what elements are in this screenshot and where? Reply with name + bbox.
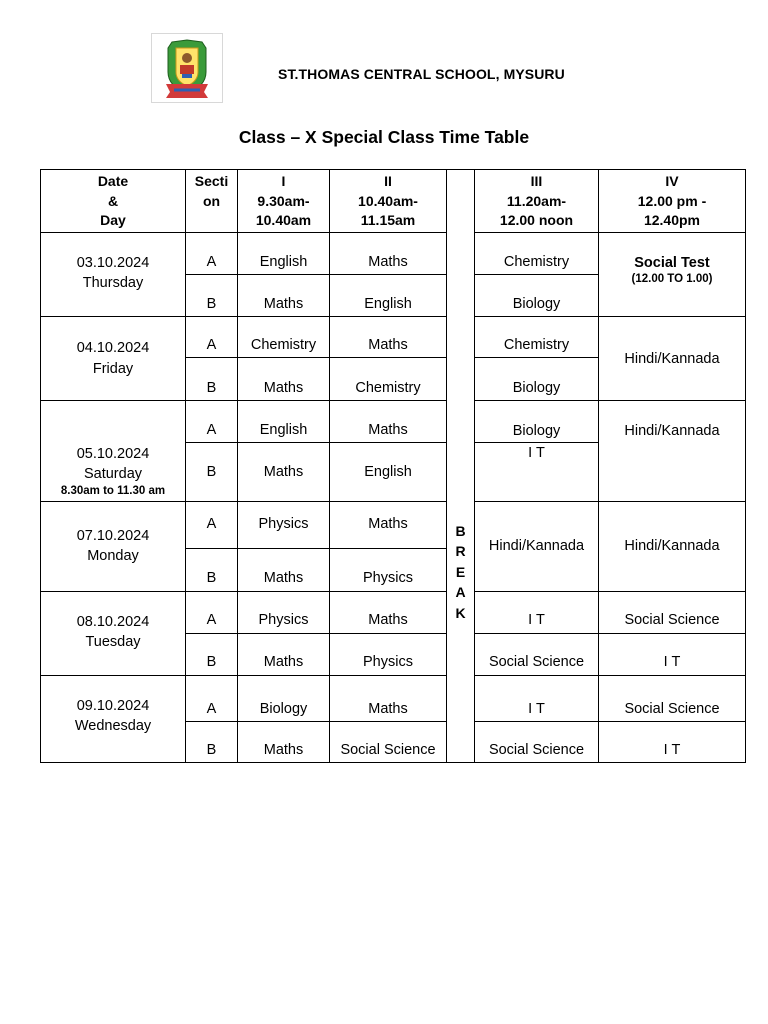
header-section: Secti on	[186, 170, 238, 233]
subject-cell: Chemistry	[475, 233, 599, 275]
subject-cell: Physics	[330, 548, 447, 591]
header-date: Date & Day	[41, 170, 186, 233]
day-cell: 04.10.2024 Friday	[41, 317, 186, 401]
subject-cell: Biology	[475, 275, 599, 317]
subject-cell: Biology	[475, 358, 599, 401]
break-column: B R E A K	[447, 170, 475, 763]
subject-cell: Maths	[330, 233, 447, 275]
section-cell: A	[186, 233, 238, 275]
subject-cell: English	[330, 275, 447, 317]
section-cell: A	[186, 501, 238, 548]
subject-cell: Physics	[330, 633, 447, 675]
subject-cell: Biology	[238, 675, 330, 721]
page-title: Class – X Special Class Time Table	[238, 127, 530, 147]
header-period-4: IV 12.00 pm - 12.40pm	[599, 170, 746, 233]
subject-cell: English	[330, 443, 447, 501]
timetable	[40, 169, 746, 763]
subject-cell: Maths	[238, 721, 330, 762]
header-row	[41, 170, 746, 233]
header-period-1: I 9.30am- 10.40am	[238, 170, 330, 233]
subject-cell: Hindi/Kannada	[599, 501, 746, 591]
table-row	[41, 501, 746, 548]
subject-cell: Hindi/Kannada	[599, 317, 746, 401]
section-cell: A	[186, 401, 238, 443]
subject-cell: Hindi/Kannada	[475, 501, 599, 591]
subject-cell: Social Science	[599, 675, 746, 721]
table-row	[41, 317, 746, 358]
subject-cell: I T	[475, 591, 599, 633]
subject-cell: Maths	[330, 675, 447, 721]
section-cell: A	[186, 675, 238, 721]
day-cell: 05.10.2024 Saturday 8.30am to 11.30 am	[41, 401, 186, 501]
section-cell: B	[186, 548, 238, 591]
subject-cell: Social Science	[475, 721, 599, 762]
day-cell: 03.10.2024 Thursday	[41, 233, 186, 317]
header-period-2: II 10.40am- 11.15am	[330, 170, 447, 233]
subject-cell: Social Science	[475, 633, 599, 675]
day-cell: 09.10.2024 Wednesday	[41, 675, 186, 762]
subject-cell: Maths	[238, 358, 330, 401]
subject-cell: Social Test (12.00 TO 1.00)	[599, 233, 746, 317]
subject-cell: Maths	[238, 633, 330, 675]
subject-cell: I T	[475, 443, 599, 501]
subject-cell: Physics	[238, 501, 330, 548]
subject-cell: Chemistry	[475, 317, 599, 358]
section-cell: B	[186, 721, 238, 762]
school-crest-icon	[151, 33, 223, 103]
subject-cell: Chemistry	[330, 358, 447, 401]
day-cell: 07.10.2024 Monday	[41, 501, 186, 591]
subject-cell: Maths	[330, 317, 447, 358]
subject-cell: Physics	[238, 591, 330, 633]
subject-cell: I T	[475, 675, 599, 721]
section-cell: B	[186, 633, 238, 675]
subject-cell: Social Science	[330, 721, 447, 762]
table-row	[41, 675, 746, 721]
subject-cell: Biology	[475, 401, 599, 443]
subject-cell: English	[238, 233, 330, 275]
section-cell: A	[186, 317, 238, 358]
subject-cell: Maths	[330, 501, 447, 548]
subject-cell: Maths	[330, 591, 447, 633]
table-row	[41, 401, 746, 443]
subject-cell: Chemistry	[238, 317, 330, 358]
subject-cell: I T	[599, 721, 746, 762]
subject-cell: Social Science	[599, 591, 746, 633]
subject-cell: Maths	[238, 548, 330, 591]
table-row	[41, 591, 746, 633]
section-cell: B	[186, 275, 238, 317]
subject-cell: Hindi/Kannada	[599, 401, 746, 501]
subject-cell: Maths	[330, 401, 447, 443]
section-cell: B	[186, 443, 238, 501]
school-name: ST.THOMAS CENTRAL SCHOOL, MYSURU	[278, 66, 565, 82]
header-period-3: III 11.20am- 12.00 noon	[475, 170, 599, 233]
subject-cell: Maths	[238, 443, 330, 501]
subject-cell: English	[238, 401, 330, 443]
subject-cell: I T	[599, 633, 746, 675]
table-row	[41, 233, 746, 275]
subject-cell: Maths	[238, 275, 330, 317]
day-cell: 08.10.2024 Tuesday	[41, 591, 186, 675]
section-cell: B	[186, 358, 238, 401]
section-cell: A	[186, 591, 238, 633]
